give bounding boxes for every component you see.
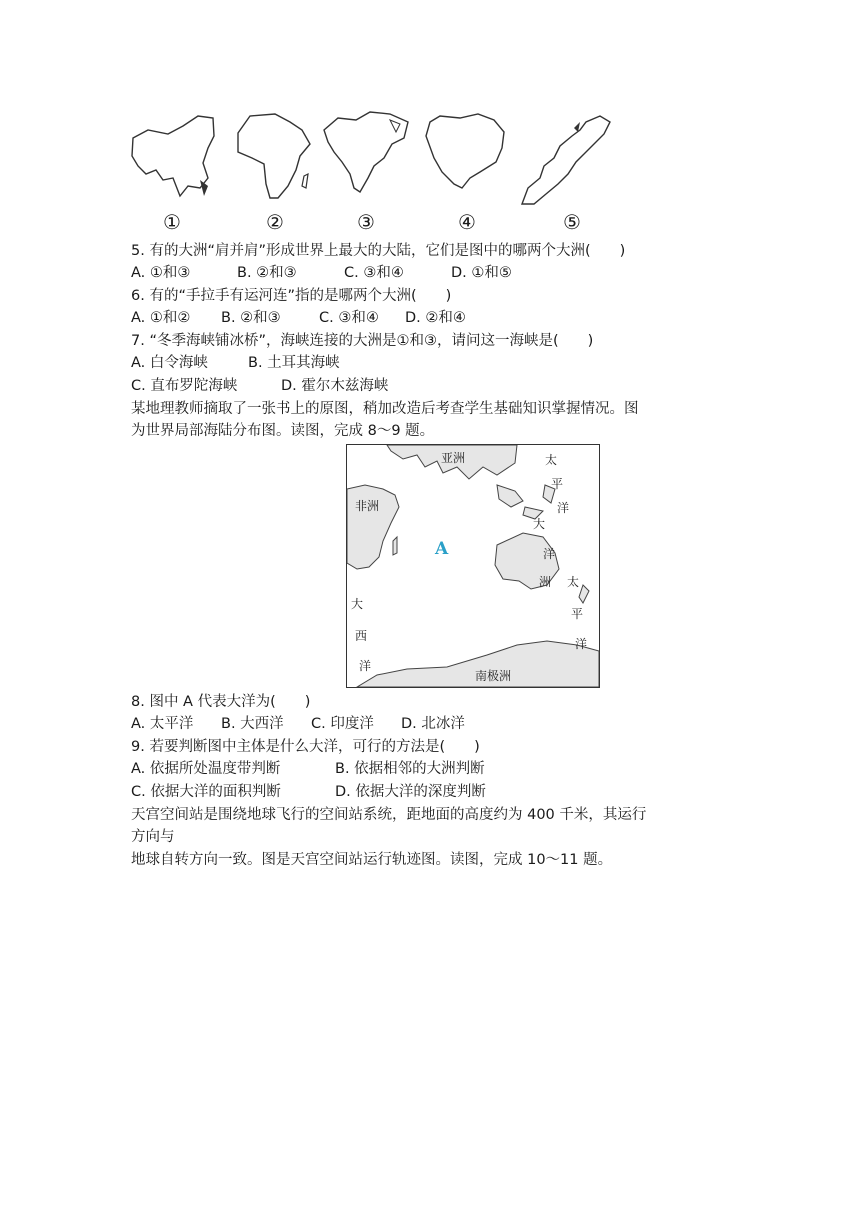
intro1011-line2: 方向与 [131,829,175,845]
intro1011-line1: 天宫空间站是围绕地球飞行的空间站系统，距地面的高度约为 400 千米，其运行 [131,807,647,823]
q8-option-d: D. 北冰洋 [401,716,465,732]
q5-stem: 5. 有的大洲“肩并肩”形成世界上最大的大陆，它们是图中的哪两个大洲( ) [131,243,626,259]
q6-option-b: B. ②和③ [221,310,281,326]
q5-option-a: A. ①和③ [131,265,191,281]
continent-4-outline [420,108,510,208]
q9-option-d: D. 依据大洋的深度判断 [335,784,486,800]
q7-option-a: A. 白令海峡 [131,355,208,371]
continent-number-5: ⑤ [563,210,581,234]
continent-number-2: ② [266,210,284,234]
q5-option-b: B. ②和③ [237,265,297,281]
q5-option-d: D. ①和⑤ [451,265,512,281]
intro1011-line3: 地球自转方向一致。图是天宫空间站运行轨迹图。读图，完成 10～11 题。 [131,852,613,868]
q6-options [131,308,466,328]
continent-3-outline [320,108,415,208]
q5-options [131,263,512,283]
q7-options-row2 [131,376,388,396]
map-label-da: 大 [533,517,546,531]
map-label-ocean-a: A [435,539,449,559]
q9-option-b: B. 依据相邻的大洲判断 [335,761,485,777]
q9-options-row1 [131,759,485,779]
ocean-map [346,444,600,688]
map-label-pacific-2: 平 [551,477,564,491]
q8-option-b: B. 大西洋 [221,716,284,732]
map-label-pacific2-1: 太 [567,575,580,589]
q7-stem: 7. “冬季海峡铺冰桥”，海峡连接的大洲是①和③，请问这一海峡是( ) [131,333,594,349]
q6-stem: 6. 有的“手拉手有运河连”指的是哪两个大洲( ) [131,288,452,304]
q6-option-d: D. ②和④ [405,310,466,326]
q5-option-c: C. ③和④ [344,265,404,281]
q7-option-d: D. 霍尔木兹海峡 [281,378,389,394]
q8-stem: 8. 图中 A 代表大洋为( ) [131,694,311,710]
map-label-atlantic-2: 西 [355,629,368,643]
q7-options-row1 [131,353,340,373]
map-label-yang: 洋 [543,547,556,561]
intro89-line2: 为世界局部海陆分布图。读图，完成 8～9 题。 [131,423,435,439]
q9-stem: 9. 若要判断图中主体是什么大洋，可行的方法是( ) [131,739,480,755]
map-label-pacific2-2: 平 [571,607,584,621]
map-label-antarctica: 南极洲 [475,669,512,683]
map-label-pacific2-3: 洋 [575,637,588,651]
q6-option-a: A. ①和② [131,310,191,326]
continent-5-outline [514,108,618,212]
map-label-atlantic-3: 洋 [359,659,372,673]
map-label-zhou: 洲 [539,575,552,589]
continent-number-4: ④ [458,210,476,234]
map-label-pacific-1: 太 [545,453,558,467]
q7-option-b: B. 土耳其海峡 [248,355,340,371]
q6-option-c: C. ③和④ [319,310,379,326]
map-label-asia: 亚洲 [441,451,466,465]
q9-option-a: A. 依据所处温度带判断 [131,761,281,777]
continent-number-3: ③ [357,210,375,234]
continent-2-outline [230,108,315,208]
q7-option-c: C. 直布罗陀海峡 [131,378,238,394]
q9-option-c: C. 依据大洋的面积判断 [131,784,281,800]
q9-options-row2 [131,782,486,802]
continent-number-1: ① [163,210,181,234]
map-label-pacific-3: 洋 [557,501,570,515]
q8-option-a: A. 太平洋 [131,716,194,732]
map-label-atlantic-1: 大 [351,597,364,611]
intro89-line1: 某地理教师摘取了一张书上的原图，稍加改造后考查学生基础知识掌握情况。图 [131,401,639,417]
continent-1-outline [128,108,218,208]
map-label-africa: 非洲 [355,499,380,513]
q8-options [131,714,465,734]
q8-option-c: C. 印度洋 [311,716,374,732]
